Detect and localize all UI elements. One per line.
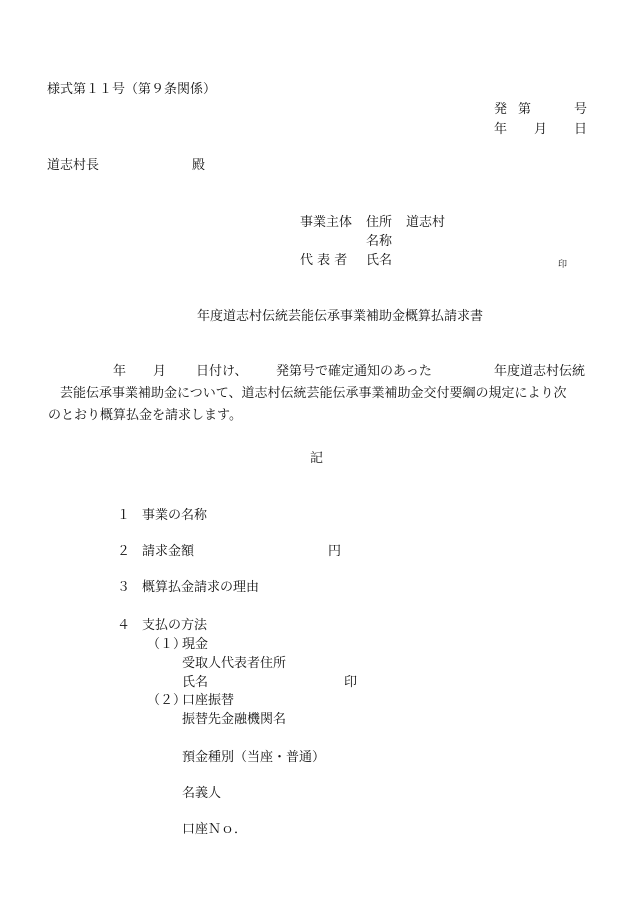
body-line-3: のとおり概算払金を請求します。 [48, 408, 242, 423]
recipient-address-label: 受取人代表者住所 [182, 656, 287, 671]
transfer-label: 口座振替 [182, 693, 235, 708]
day-label: 日 [574, 122, 588, 137]
representative-label: 代 表 者 [300, 253, 348, 268]
item-1-number: １ [117, 508, 131, 523]
name-label: 名称 [366, 234, 393, 249]
item-4-label: 支払の方法 [142, 618, 208, 633]
body-subsidy: 年度道志村伝統 [494, 364, 586, 379]
item-3-number: ３ [117, 580, 131, 595]
address-label: 住所 [366, 215, 393, 230]
deposit-type-label: 預金種別（当座・普通） [182, 750, 326, 765]
cash-label: 現金 [182, 637, 209, 652]
item-2-label: 請求金額 [142, 544, 195, 559]
account-number-label: 口座Ｎｏ． [182, 822, 248, 837]
form-number: 様式第１１号（第９条関係） [47, 82, 217, 97]
recipient-seal: 印 [344, 675, 358, 690]
account-holder-label: 名義人 [182, 786, 222, 801]
seal-mark: 印 [558, 260, 568, 270]
bank-name-label: 振替先金融機関名 [182, 712, 287, 727]
document-title: 年度道志村伝統芸能伝承事業補助金概算払請求書 [197, 309, 484, 324]
body-line-2: 芸能伝承事業補助金について、道志村伝統芸能伝承事業補助金交付要綱の規定により次 [60, 386, 567, 401]
ki-heading: 記 [310, 451, 324, 466]
address-value: 道志村 [406, 215, 446, 230]
item-2-number: ２ [117, 544, 131, 559]
body-notice: 発第号で確定通知のあった [276, 364, 432, 379]
cash-number: （１） [147, 637, 187, 652]
body-month: 月 [153, 364, 167, 379]
body-date: 日付け、 [196, 364, 248, 379]
item-3-label: 概算払金請求の理由 [142, 580, 260, 595]
item-2-unit: 円 [328, 544, 342, 559]
entity-label: 事業主体 [300, 215, 353, 230]
transfer-number: （２） [147, 693, 187, 708]
dai-label: 第 [518, 102, 532, 117]
item-4-number: ４ [117, 618, 131, 633]
item-1-label: 事業の名称 [142, 508, 208, 523]
addressee-name: 道志村長 [47, 158, 100, 173]
addressee-honorific: 殿 [192, 158, 206, 173]
hatsu-label: 発 [494, 102, 508, 117]
month-label: 月 [534, 122, 548, 137]
year-label: 年 [494, 122, 508, 137]
recipient-name-label: 氏名 [182, 675, 209, 690]
body-year: 年 [113, 364, 127, 379]
go-label: 号 [574, 102, 588, 117]
representative-name-label: 氏名 [366, 253, 393, 268]
